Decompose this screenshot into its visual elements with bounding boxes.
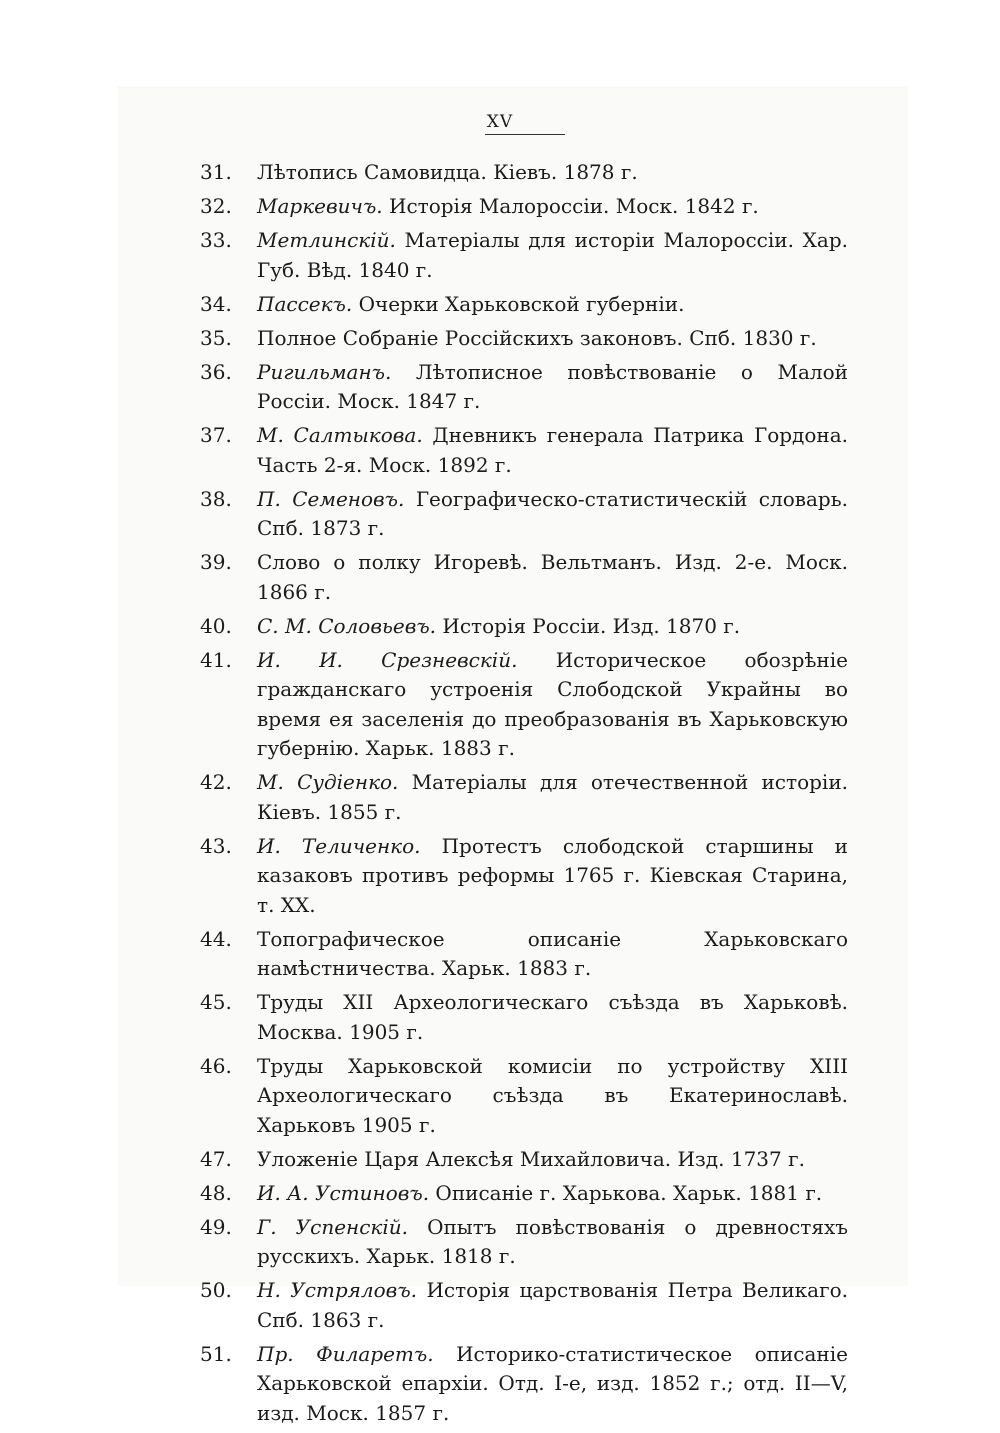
entry-author: И. Теличенко. <box>257 833 421 858</box>
entry-number: 49. <box>200 1214 232 1239</box>
entry-number: 32. <box>200 194 232 218</box>
bibliography-entry <box>200 768 848 827</box>
entry-author: И. А. Устиновъ. <box>257 1180 430 1205</box>
bibliography-entry <box>200 548 848 607</box>
entry-text: Протестъ слободской старшины и казаковъ противъ реформы 1765 г. Кіевская Старина, т. XX. <box>257 833 849 917</box>
entry-number: 36. <box>200 359 232 384</box>
entry-number: 33. <box>200 228 232 252</box>
bibliography-entry <box>200 612 848 642</box>
entry-number: 44. <box>200 926 232 951</box>
bibliography-entry <box>200 158 848 188</box>
entry-author: Маркевичъ. <box>257 194 383 218</box>
entry-text: Труды XII Археологическаго съѣзда въ Харьковѣ. Москва. 1905 г. <box>257 990 848 1044</box>
entry-author: С. М. Соловьевъ. <box>257 613 437 638</box>
entry-text: Дневникъ генерала Патрика Гордона. Часть 2-я. Моск. 1892 г. <box>257 423 848 477</box>
entry-text: Лѣтописное повѣствованіе о Малой Россіи. Моск. 1847 г. <box>257 359 848 413</box>
bibliography-entry <box>200 832 848 921</box>
entry-author: Пр. Филаретъ. <box>257 1341 434 1366</box>
bibliography-entry <box>200 192 848 222</box>
bibliography-entry <box>200 1276 848 1335</box>
entry-number: 31. <box>200 160 232 184</box>
entry-text: Слово о полку Игоревѣ. Вельтманъ. Изд. 2-е. Моск. 1866 г. <box>257 550 848 604</box>
entry-number: 37. <box>200 423 232 447</box>
bibliography-entry <box>200 1213 848 1272</box>
entry-text: Исторія Россіи. Изд. 1870 г. <box>436 613 741 638</box>
entry-text: Лѣтопись Самовидца. Кіевъ. 1878 г. <box>257 160 638 184</box>
entry-text: Историческое обозрѣніе гражданскаго устроенія Слободской Украйны во время ея заселенія до преобразованія въ Харьковскую губернію. Харьк. 1883 г. <box>257 647 848 760</box>
entry-author: М. Судіенко. <box>257 770 399 794</box>
entry-text: Исторія Малороссіи. Моск. 1842 г. <box>382 194 759 218</box>
bibliography-entry <box>200 1340 848 1429</box>
entry-author: М. Салтыкова. <box>257 423 423 447</box>
entry-author: Н. Устряловъ. <box>257 1278 418 1302</box>
entry-number: 41. <box>200 647 232 672</box>
bibliography-entry <box>200 485 848 544</box>
entry-text: Труды Харьковской комисіи по устройству XIII Археологическаго съѣзда въ Екатеринославѣ. Харьковъ 1905 г. <box>257 1053 848 1137</box>
bibliography-entry <box>200 925 848 984</box>
entry-number: 46. <box>200 1053 232 1078</box>
bibliography-entry <box>200 988 848 1047</box>
entry-author: П. Семеновъ. <box>257 486 405 511</box>
entry-text: Опытъ повѣствованія о древностяхъ русскихъ. Харьк. 1818 г. <box>257 1214 848 1268</box>
entry-text: Топографическое описаніе Харьковскаго намѣстничества. Харьк. 1883 г. <box>257 926 848 980</box>
bibliography-entry <box>200 1052 848 1141</box>
bibliography-list <box>200 158 848 1433</box>
entry-number: 50. <box>200 1278 232 1302</box>
entry-number: 51. <box>200 1341 232 1366</box>
entry-number: 42. <box>200 770 232 794</box>
header-rule <box>485 134 565 135</box>
entry-text: Матеріалы для исторіи Малороссіи. Хар. Губ. Вѣд. 1840 г. <box>257 228 848 282</box>
entry-text: Исторія царствованія Петра Великаго. Спб. 1863 г. <box>257 1278 848 1332</box>
entry-text: Описаніе г. Харькова. Харьк. 1881 г. <box>429 1180 823 1205</box>
entry-number: 47. <box>200 1146 232 1171</box>
entry-text: Полное Собраніе Россійскихъ законовъ. Спб. 1830 г. <box>257 325 817 350</box>
entry-number: 38. <box>200 486 232 511</box>
entry-number: 48. <box>200 1180 232 1205</box>
page-number: XV <box>486 112 514 132</box>
entry-number: 40. <box>200 613 232 638</box>
bibliography-entry <box>200 226 848 285</box>
entry-author: Метлинскій. <box>257 228 396 252</box>
bibliography-entry <box>200 290 848 320</box>
entry-author: Г. Успенскій. <box>257 1214 408 1239</box>
entry-number: 45. <box>200 990 232 1014</box>
entry-text: Уложеніе Царя Алексѣя Михайловича. Изд. 1737 г. <box>257 1146 805 1171</box>
bibliography-entry <box>200 646 848 764</box>
entry-text: Очерки Харьковской губерніи. <box>352 291 685 316</box>
entry-number: 35. <box>200 325 232 350</box>
bibliography-entry <box>200 358 848 417</box>
entry-text: Географическо-статистическій словарь. Спб. 1873 г. <box>257 486 848 540</box>
bibliography-entry <box>200 1179 848 1209</box>
entry-text: Историко-статистическое описаніе Харьковской епархіи. Отд. I-е, изд. 1852 г.; отд. II—V, изд. Моск. 1857 г. <box>257 1341 848 1425</box>
entry-number: 39. <box>200 550 232 574</box>
entry-text: Матеріалы для отечественной исторіи. Кіевъ. 1855 г. <box>257 770 849 824</box>
bibliography-entry <box>200 324 848 354</box>
entry-author: Пассекъ. <box>257 291 353 316</box>
bibliography-entry <box>200 1145 848 1175</box>
bibliography-entry <box>200 421 848 480</box>
entry-author: Ригильманъ. <box>257 359 392 384</box>
entry-number: 43. <box>200 833 232 858</box>
entry-number: 34. <box>200 291 232 316</box>
entry-author: И. И. Срезневскій. <box>257 647 518 672</box>
